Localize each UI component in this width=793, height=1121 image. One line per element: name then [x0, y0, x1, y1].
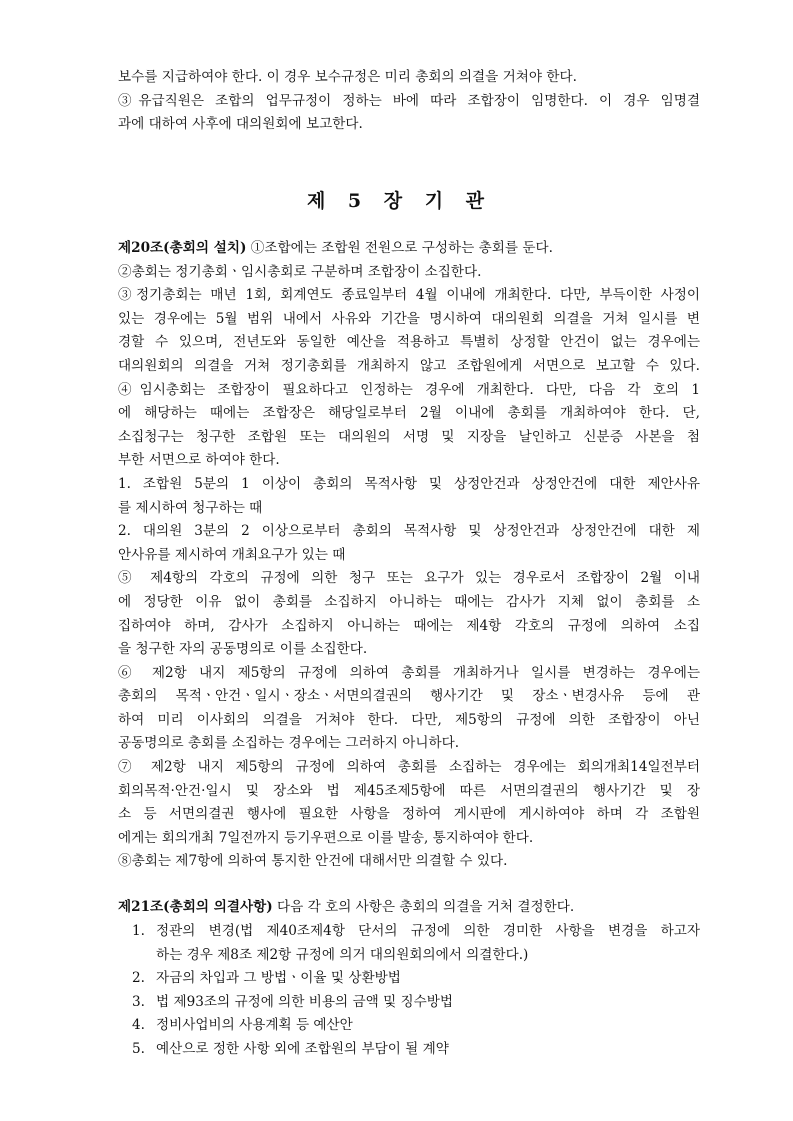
text-line: 집하여야 하며, 감사가 소집하지 아니하는 때에는 제4항 각호의 규정에 의하여 소집 [118, 617, 700, 634]
article-text: ①조합에는 조합원 전원으로 구성하는 총회를 둔다. [246, 240, 553, 256]
article-first-line [118, 896, 700, 920]
text-line: ③정기총회는 매년 1회, 회계연도 종료일부터 4월 이내에 개최한다. 다만, 부득이한 사정이 [118, 287, 700, 304]
text-line: 1. 조합원 5분의 1 이상이 총회의 목적사항 및 상정안건과 상정안건에 대한 제안사유 [118, 475, 700, 492]
text-line: 에 해당하는 때에는 조합장은 해당일로부터 2월 이내에 총회를 개최하여야 한다. 단, [118, 405, 700, 422]
list-item [132, 920, 700, 967]
text-line: 보수를 지급하여야 한다. 이 경우 보수규정은 미리 총회의 의결을 거쳐야 한다. [118, 69, 577, 85]
list-number: 1. [132, 923, 145, 939]
text-line: 있는 경우에는 5월 범위 내에서 사유와 기간을 명시하여 대의원회 의결을 거쳐 일시를 변 [118, 310, 700, 327]
list-item-line [132, 920, 700, 944]
article-first-line [118, 237, 700, 261]
list-item [132, 967, 700, 991]
text-line: ②총회는 정기총회ㆍ임시총회로 구분하며 조합장이 소집한다. [118, 263, 482, 280]
text-line: 회의목적·안건·일시 및 장소와 법 제45조제5항에 따른 서면의결권의 행사기간 및 장 [118, 782, 700, 799]
text-line: 부한 서면으로 하여야 한다. [118, 452, 280, 469]
list-text: 자금의 차입과 그 방법ㆍ이율 및 상환방법 [156, 970, 401, 987]
text-line: ③유급직원은 조합의 업무규정이 정하는 바에 따라 조합장이 임명한다. 이 경우 임명결 [118, 92, 700, 109]
text-line: ④임시총회는 조합장이 필요하다고 인정하는 경우에 개최한다. 다만, 다음 각 호의 1 [118, 381, 700, 398]
article-heading: 제20조(총회의 설치) [118, 240, 247, 256]
intro-paragraph [118, 66, 700, 137]
text-line: 총회의 목적ㆍ안건ㆍ일시ㆍ장소ㆍ서면의결권의 행사기간 및 장소ㆍ변경사유 등에 관 [118, 688, 700, 705]
text-line: 에게는 회의개최 7일전까지 등기우편으로 이를 발송, 통지하여야 한다. [118, 829, 534, 846]
text-line: ⑥ 제2항 내지 제5항의 규정에 의하여 총회를 개최하거나 일시를 변경하는 경우에는 [118, 664, 700, 681]
text-line: 안사유를 제시하여 개최요구가 있는 때 [118, 546, 346, 563]
text-line: 공동명의로 총회를 소집하는 경우에는 그러하지 아니하다. [118, 735, 460, 752]
text-line: ⑤ 제4항의 각호의 규정에 의한 청구 또는 요구가 있는 경우로서 조합장이 2월 이내 [118, 570, 700, 587]
text-line: 소 등 서면의결권 행사에 필요한 사항을 정하여 게시판에 게시하여야 하며 각 조합원 [118, 806, 700, 823]
text-line: 2. 대의원 3분의 2 이상으로부터 총회의 목적사항 및 상정안건과 상정안건에 대한 제 [118, 523, 700, 540]
text-line: 에 정당한 이유 없이 총회를 소집하지 아니하는 때에는 감사가 지체 없이 총회를 소 [118, 593, 700, 610]
list-item [132, 1038, 700, 1062]
text-line: 경할 수 있으며, 전년도와 동일한 예산을 적용하고 특별히 상정할 안건이 없는 경우에는 [118, 334, 700, 351]
article-20 [118, 237, 700, 874]
text-line: 소집청구는 청구한 조합원 또는 대의원의 서명 및 지장을 날인하고 신분증 사본을 첨 [118, 428, 700, 445]
list-item-line: 하는 경우 제8조 제2항 규정에 의거 대의원회의에서 의결한다.) [156, 946, 529, 963]
text-line: 을 청구한 자의 공동명의로 이를 소집한다. [118, 641, 368, 658]
text-line: 하여 미리 이사회의 의결을 거쳐야 한다. 다만, 제5항의 규정에 의한 조합장이 아닌 [118, 711, 700, 728]
list-number: 3. [132, 993, 145, 1010]
list-text: 예산으로 정한 사항 외에 조합원의 부담이 될 계약 [156, 1040, 449, 1057]
list-text: 정관의 변경(법 제40조제4항 단서의 규정에 의한 경미한 사항을 변경을 하고자 [156, 923, 700, 939]
article-heading: 제21조(총회의 의결사항) [118, 899, 273, 915]
text-line: ⑦ 제2항 내지 제5항의 규정에 의하여 총회를 소집하는 경우에는 회의개최14일전부터 [118, 759, 700, 776]
text-line: 를 제시하여 청구하는 때 [118, 499, 263, 516]
text-line: 대의원회의 의결을 거쳐 정기총회를 개최하지 않고 조합원에게 서면으로 보고할 수 있다. [118, 357, 700, 374]
list-item [132, 991, 700, 1015]
text-line: ⑧총회는 제7항에 의하여 통지한 안건에 대해서만 의결할 수 있다. [118, 853, 508, 870]
chapter-title: 제 5 장 기 관 [306, 190, 487, 212]
list-number: 5. [132, 1040, 145, 1057]
text-line: 과에 대하여 사후에 대의원회에 보고한다. [118, 116, 363, 133]
list-number: 4. [132, 1017, 145, 1034]
list-text: 정비사업비의 사용계획 등 예산안 [156, 1017, 353, 1034]
list-text: 법 제93조의 규정에 의한 비용의 금액 및 징수방법 [156, 993, 454, 1010]
article-text: 다음 각 호의 사항은 총회의 의결을 거처 결정한다. [272, 899, 575, 915]
list-number: 2. [132, 970, 145, 987]
article-21 [118, 896, 700, 920]
list-item [132, 1014, 700, 1038]
article-21-list [132, 920, 700, 1062]
